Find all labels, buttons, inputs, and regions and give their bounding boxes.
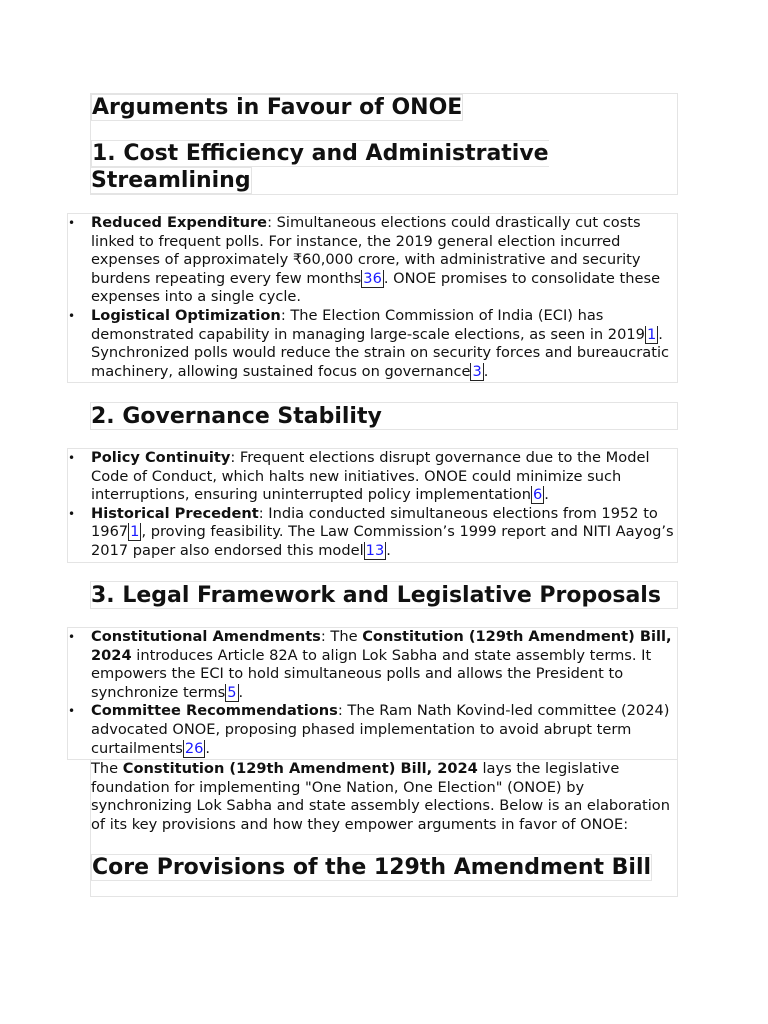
text: : The Ram Nath Kovind-led committee (2024) advocated ONOE, proposing phased implementation to avoid abrupt term curtailments [91, 702, 670, 757]
section-heading [91, 140, 677, 195]
bullet-icon: • [68, 630, 76, 644]
citation-link[interactable]: 26 [184, 739, 204, 757]
text: : Simultaneous elections could drastically cut costs linked to frequent polls. For instance, the 2019 general election incurred expenses of approximately ₹60,000 crore, with administrative and security burdens repeating every few months [91, 214, 641, 287]
citation-link[interactable]: 36 [363, 269, 382, 287]
list-item [68, 504, 677, 561]
section-heading-block [90, 581, 678, 609]
section-heading-text: 1. Cost Efficiency and Administrative Streamlining [91, 140, 549, 193]
bullet-icon: • [68, 506, 76, 521]
text: : The Election Commission of India (ECI) has demonstrated capability in managing large-scale elections, as seen in 2019 [91, 306, 645, 343]
section-list [67, 213, 678, 383]
section-heading: 3. Legal Framework and Legislative Proposals [91, 583, 661, 608]
bullet-icon: • [68, 216, 76, 230]
citation-link[interactable]: 6 [532, 486, 543, 504]
page-title [91, 94, 677, 122]
text: . ONOE promises to consolidate these expenses into a single cycle. [91, 269, 661, 306]
bold-term: Logistical Optimization [91, 306, 281, 324]
section-list [67, 448, 678, 563]
bullet-icon: • [68, 451, 76, 465]
bold-term: Committee Recommendations [91, 702, 338, 720]
text: lays the legislative foundation for implementing "One Nation, One Election" (ONOE) by synchronizing Lok Sabha and state assembly elections. Below is an elaboration of its key provisions and how they empower arguments in favor of ONOE: [91, 760, 670, 833]
bold-term: Historical Precedent [91, 504, 259, 522]
final-heading [91, 854, 677, 882]
bold-term: Policy Continuity [91, 449, 231, 466]
bullet-icon: • [68, 308, 76, 323]
text: The [91, 760, 123, 777]
intro-paragraph [91, 760, 677, 834]
text: : The [320, 628, 363, 645]
list-item [68, 306, 677, 381]
text: : India conducted simultaneous elections from 1952 to 1967 [91, 504, 658, 541]
final-heading-text: Core Provisions of the 129th Amendment Bill [92, 855, 652, 881]
text: : Frequent elections disrupt governance due to the Model Code of Conduct, which halts new initiatives. ONOE could minimize such interruptions, ensuring uninterrupted policy implementation [91, 449, 650, 504]
citation-link[interactable]: 1 [646, 325, 657, 343]
citation-link[interactable]: 3 [472, 362, 482, 380]
text: . [205, 739, 211, 757]
list-item [68, 214, 677, 307]
list-item [68, 449, 677, 505]
intro-block [90, 760, 678, 897]
section-list [67, 627, 678, 760]
title-block [90, 93, 678, 195]
bold-term: Constitutional Amendments [91, 628, 321, 645]
citation-link[interactable]: 13 [365, 541, 385, 559]
section-heading-block [90, 402, 678, 430]
list-item [68, 628, 677, 702]
text: . [483, 362, 489, 380]
bold-term: Reduced Expenditure [91, 214, 268, 231]
bullet-icon: • [68, 704, 76, 719]
text: . [238, 683, 244, 701]
citation-link[interactable]: 1 [130, 523, 140, 541]
text: . [386, 541, 391, 559]
list-item [68, 702, 677, 758]
text: introduces Article 82A to align Lok Sabha and state assembly terms. It empowers the ECI to hold simultaneous polls and allows the President to synchronize terms [91, 646, 652, 701]
section-heading: 2. Governance Stability [91, 404, 382, 429]
citation-link[interactable]: 5 [227, 683, 237, 701]
bold-term: Constitution (129th Amendment) Bill, 2024 [122, 760, 478, 777]
text: . [544, 486, 549, 504]
text: , proving feasibility. The Law Commission’s 1999 report and NITI Aayog’s 2017 paper also endorsed this model [91, 523, 674, 559]
page-title-text: Arguments in Favour of ONOE [92, 95, 463, 120]
text: . Synchronized polls would reduce the strain on security forces and bureaucratic machinery, allowing sustained focus on governance [91, 325, 670, 380]
bold-term: Constitution (129th Amendment) Bill, 2024 [91, 628, 672, 664]
